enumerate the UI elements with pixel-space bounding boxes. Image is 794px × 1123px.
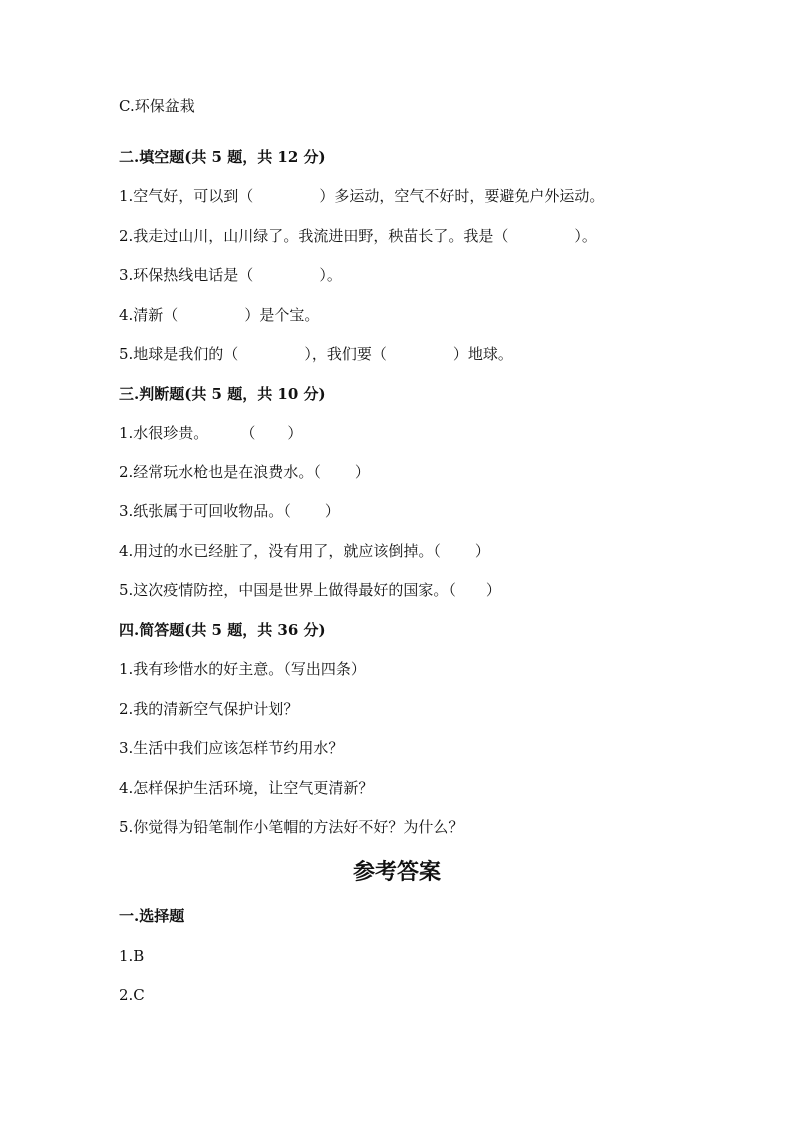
judge-question-4 [119, 541, 490, 561]
question-text: ） [354, 463, 370, 481]
choice-option-c: C.环保盆栽 [119, 97, 195, 115]
question-text: ）地球。 [452, 345, 513, 363]
question-text: ），我们要（ [304, 345, 387, 363]
answers-section-heading: 一.选择题 [119, 907, 185, 925]
fill-question-4 [119, 305, 319, 325]
judge-question-1 [119, 423, 302, 443]
question-text: ）。 [319, 266, 342, 284]
fill-question-2 [119, 226, 597, 246]
answer-1: 1.B [119, 947, 145, 965]
question-text: （ [240, 424, 256, 442]
short-question-2: 2.我的清新空气保护计划？ [119, 700, 299, 718]
section-heading-short-answer: 四.简答题(共 5 题，共 36 分) [119, 621, 326, 639]
question-text: 5.地球是我们的（ [119, 345, 239, 363]
question-text: ） [485, 581, 501, 599]
short-question-5: 5.你觉得为铅笔制作小笔帽的方法好不好？为什么？ [119, 818, 464, 836]
section-heading-true-false: 三.判断题(共 5 题，共 10 分) [119, 385, 326, 403]
question-text: ） [324, 502, 340, 520]
answer-2: 2.C [119, 986, 145, 1004]
question-text: ） [474, 542, 490, 560]
question-text: 1.水很珍贵。 [119, 424, 209, 442]
question-text: 2.我走过山川，山川绿了。我流进田野，秧苗长了。我是（ [119, 227, 509, 245]
question-text: 4.用过的水已经脏了，没有用了，就应该倒掉。（ [119, 542, 441, 560]
judge-question-5 [119, 580, 501, 600]
short-question-1: 1.我有珍惜水的好主意。（写出四条） [119, 660, 366, 678]
judge-question-3 [119, 501, 340, 521]
question-text: 3.纸张属于可回收物品。（ [119, 502, 291, 520]
short-question-3: 3.生活中我们应该怎样节约用水？ [119, 739, 344, 757]
question-text: 3.环保热线电话是（ [119, 266, 254, 284]
question-text: ）是个宝。 [244, 306, 320, 324]
judge-question-2 [119, 462, 370, 482]
question-text: 5.这次疫情防控，中国是世界上做得最好的国家。（ [119, 581, 456, 599]
fill-question-3 [119, 265, 342, 285]
fill-question-1 [119, 186, 604, 206]
section-heading-fill-in: 二.填空题(共 5 题，共 12 分) [119, 148, 326, 166]
short-question-4: 4.怎样保护生活环境，让空气更清新？ [119, 779, 374, 797]
question-text: ）。 [574, 227, 597, 245]
question-text: ）多运动，空气不好时，要避免户外运动。 [319, 187, 605, 205]
question-text: 1.空气好，可以到（ [119, 187, 254, 205]
question-text: 2.经常玩水枪也是在浪费水。（ [119, 463, 321, 481]
fill-question-5 [119, 344, 513, 364]
question-text: 4.清新（ [119, 306, 179, 324]
answers-title: 参考答案 [352, 859, 441, 885]
question-text: ） [287, 424, 303, 442]
